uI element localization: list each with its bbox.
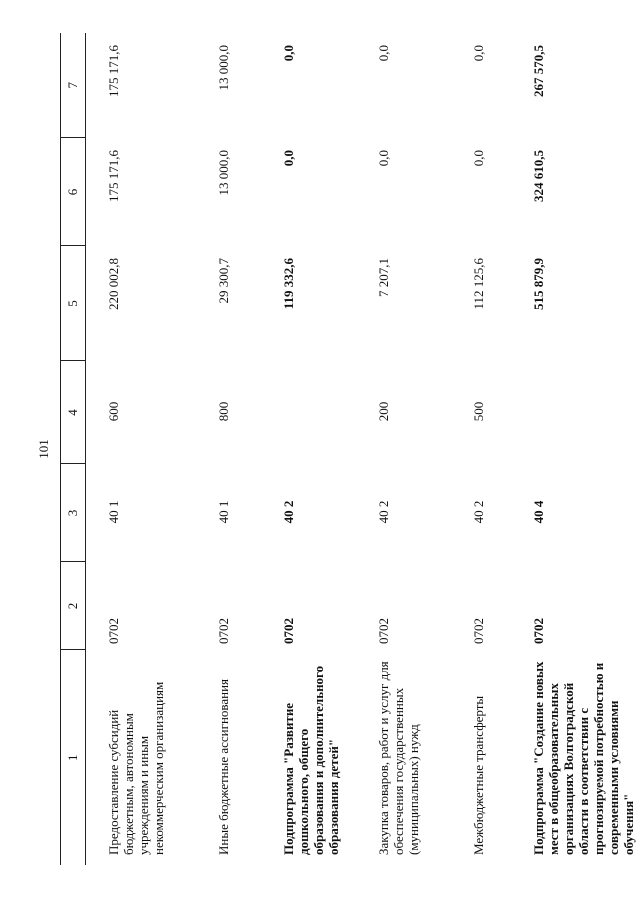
col-header-2: 2 <box>61 562 86 650</box>
row-col5: 119 332,6 <box>281 258 296 310</box>
row-name: Закупка товаров, работ и услуг для обеспечения государственных (муниципальных) нужд <box>376 661 421 855</box>
row-col5: 112 125,6 <box>471 258 486 310</box>
row-section: 0702 <box>106 618 121 644</box>
row-program: 40 4 <box>531 500 546 524</box>
header-row <box>61 33 86 865</box>
table-row-subprogram <box>261 33 356 865</box>
row-name: Иные бюджетные ассигнования <box>216 678 231 855</box>
col-header-3: 3 <box>61 464 86 562</box>
row-col5: 29 300,7 <box>216 258 231 304</box>
budget-table <box>60 33 640 865</box>
col-header-7: 7 <box>61 33 86 138</box>
table-row <box>86 33 197 865</box>
row-expense-type: 500 <box>471 401 486 422</box>
row-section: 0702 <box>376 618 391 644</box>
row-name: Подпрограмма "Создание новых мест в общеобразовательных организациях Волгоградской области в соответствии с прогнозируемой потребностью и современными условиями обучения" <box>531 661 636 855</box>
row-program: 40 1 <box>216 500 231 524</box>
table-row-subprogram <box>511 33 640 865</box>
row-name: Подпрограмма "Развитие дошкольного, общего образования и дополнительного образования детей" <box>281 665 341 855</box>
row-col7: 0,0 <box>281 45 296 62</box>
row-col6: 0,0 <box>376 150 391 167</box>
row-col7: 0,0 <box>471 45 486 62</box>
col-header-1: 1 <box>61 650 86 865</box>
row-expense-type <box>511 361 640 464</box>
row-expense-type <box>261 361 356 464</box>
row-program: 40 2 <box>376 500 391 524</box>
row-col6: 324 610,5 <box>531 150 546 202</box>
row-col6: 175 171,6 <box>106 150 121 202</box>
row-col7: 267 570,5 <box>531 45 546 97</box>
row-section: 0702 <box>281 618 296 644</box>
row-program: 40 2 <box>281 500 296 524</box>
table-row <box>356 33 451 865</box>
col-header-6: 6 <box>61 138 86 246</box>
row-col7: 0,0 <box>376 45 391 62</box>
row-name: Предоставление субсидий бюджетным, автономным учреждениям и иным некоммерческим организациям <box>106 681 166 855</box>
row-col6: 0,0 <box>471 150 486 167</box>
row-col6: 0,0 <box>281 150 296 167</box>
table-row <box>451 33 511 865</box>
col-header-4: 4 <box>61 361 86 464</box>
row-program: 40 1 <box>106 500 121 524</box>
row-col6: 13 000,0 <box>216 150 231 196</box>
row-col5: 220 002,8 <box>106 258 121 310</box>
row-col7: 13 000,0 <box>216 45 231 91</box>
row-col5: 515 879,9 <box>531 258 546 310</box>
table-row <box>196 33 261 865</box>
page-number: 101 <box>36 439 51 459</box>
row-col7: 175 171,6 <box>106 45 121 97</box>
row-program: 40 2 <box>471 500 486 524</box>
row-section: 0702 <box>531 618 546 644</box>
col-header-5: 5 <box>61 246 86 361</box>
row-expense-type: 600 <box>106 401 121 422</box>
row-col5: 7 207,1 <box>376 258 391 297</box>
row-section: 0702 <box>216 618 231 644</box>
row-expense-type: 800 <box>216 401 231 422</box>
row-section: 0702 <box>471 618 486 644</box>
row-name: Межбюджетные трансферты <box>471 695 486 855</box>
row-expense-type: 200 <box>376 401 391 422</box>
